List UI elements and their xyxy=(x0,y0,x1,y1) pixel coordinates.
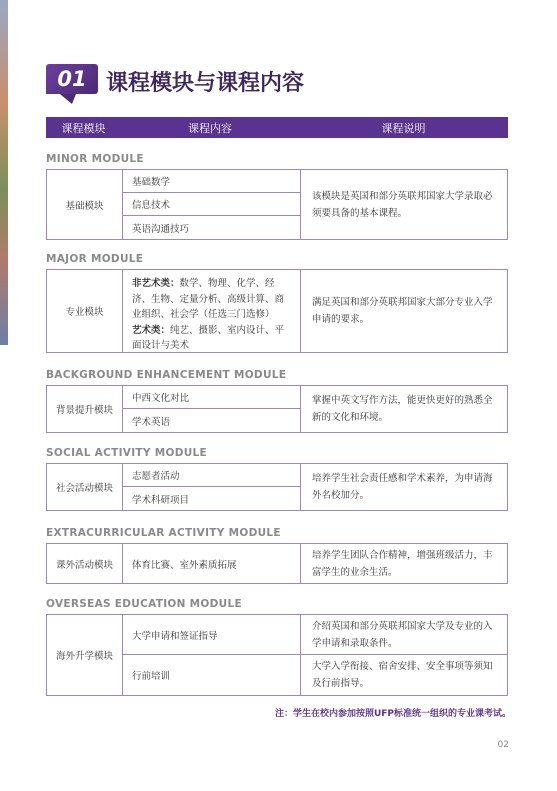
description-text: 介绍英国和部分英联邦国家大学及专业的入学申请和录取条件。 xyxy=(300,615,507,655)
description-text: 掌握中英文写作方法，能更快更好的熟悉全新的文化和环境。 xyxy=(312,395,493,423)
section-title-background: BACKGROUND ENHANCEMENT MODULE xyxy=(46,369,287,381)
page-number: 02 xyxy=(497,740,509,750)
content-column xyxy=(122,170,301,239)
header-content: 课程内容 xyxy=(188,121,232,135)
content-item: 志愿者活动 xyxy=(122,464,300,487)
module-name: 课外活动模块 xyxy=(47,544,123,583)
description-column xyxy=(300,170,507,239)
description-text: 满足英国和部分英联邦国家大部分专业入学申请的要求。 xyxy=(312,297,493,325)
module-name: 背景提升模块 xyxy=(47,386,123,432)
description-text: 大学入学衔接、宿舍安排、安全事项等须知及行前指导。 xyxy=(312,661,493,689)
description-column xyxy=(300,464,507,510)
description-column xyxy=(300,270,507,352)
content-item: 学术英语 xyxy=(132,416,171,428)
description-column xyxy=(300,615,507,695)
module-table-extracurricular xyxy=(46,543,508,584)
header-module: 课程模块 xyxy=(61,121,106,135)
description-text: 培养学生社会责任感和学术素养，为申请海外名校加分。 xyxy=(312,473,493,501)
art-label: 艺术类： xyxy=(132,324,171,336)
content-item: 行前培训 xyxy=(132,671,171,682)
footnote: 注：学生在校内参加按照UFP标准统一组织的专业课考试。 xyxy=(274,709,511,719)
content-column xyxy=(122,464,301,510)
module-table-overseas xyxy=(46,614,508,696)
cover-image-edge xyxy=(0,0,8,345)
content-item: 体育比赛、室外素质拓展 xyxy=(132,559,237,571)
section-title-major: MAJOR MODULE xyxy=(46,253,144,265)
content-item: 英语沟通技巧 xyxy=(132,223,190,235)
non-art-courses: 数学、物理、化学、经济、生物、定量分析、高级计算、商业组织、社会学（任选三门选修） xyxy=(132,278,285,320)
content-column xyxy=(122,386,301,432)
description-text: 培养学生团队合作精神，增强班级活力，丰富学生的业余生活。 xyxy=(312,549,493,578)
module-table-social xyxy=(46,463,508,511)
content-item: 大学申请和签证指导 xyxy=(122,615,300,655)
module-table-background xyxy=(46,385,508,433)
content-item: 中西文化对比 xyxy=(122,386,300,409)
description-column xyxy=(300,544,507,583)
module-table-minor xyxy=(46,169,508,240)
module-table-major xyxy=(46,269,508,353)
section-title-minor: MINOR MODULE xyxy=(46,153,144,165)
content-item: 学术科研项目 xyxy=(132,494,190,506)
description-text: 该模块是英国和部分英联邦国家大学录取必须要具备的基本课程。 xyxy=(312,190,493,219)
content-item: 基础数学 xyxy=(122,170,300,193)
section-title-social: SOCIAL ACTIVITY MODULE xyxy=(46,447,208,459)
module-name: 海外升学模块 xyxy=(47,615,123,695)
page-title: 课程模块与课程内容 xyxy=(106,70,305,96)
module-name: 社会活动模块 xyxy=(47,464,123,510)
table-header xyxy=(46,117,508,138)
art-courses: 纯艺、摄影、室内设计、平面设计与美术 xyxy=(132,324,285,351)
module-name: 基础模块 xyxy=(47,170,123,239)
speech-tail-icon xyxy=(60,94,76,104)
section-title-extracurricular: EXTRACURRICULAR ACTIVITY MODULE xyxy=(46,527,281,539)
module-name: 专业模块 xyxy=(47,270,123,352)
section-title-overseas: OVERSEAS EDUCATION MODULE xyxy=(46,598,242,610)
content-column xyxy=(122,615,301,695)
non-art-label: 非艺术类： xyxy=(132,278,180,289)
content-column xyxy=(122,544,301,583)
description-column xyxy=(300,386,507,432)
content-item: 信息技术 xyxy=(122,193,300,216)
section-number-badge: 01 xyxy=(46,64,98,94)
content-column xyxy=(122,270,301,352)
content-item-major xyxy=(122,270,300,360)
header-description: 课程说明 xyxy=(381,121,426,135)
